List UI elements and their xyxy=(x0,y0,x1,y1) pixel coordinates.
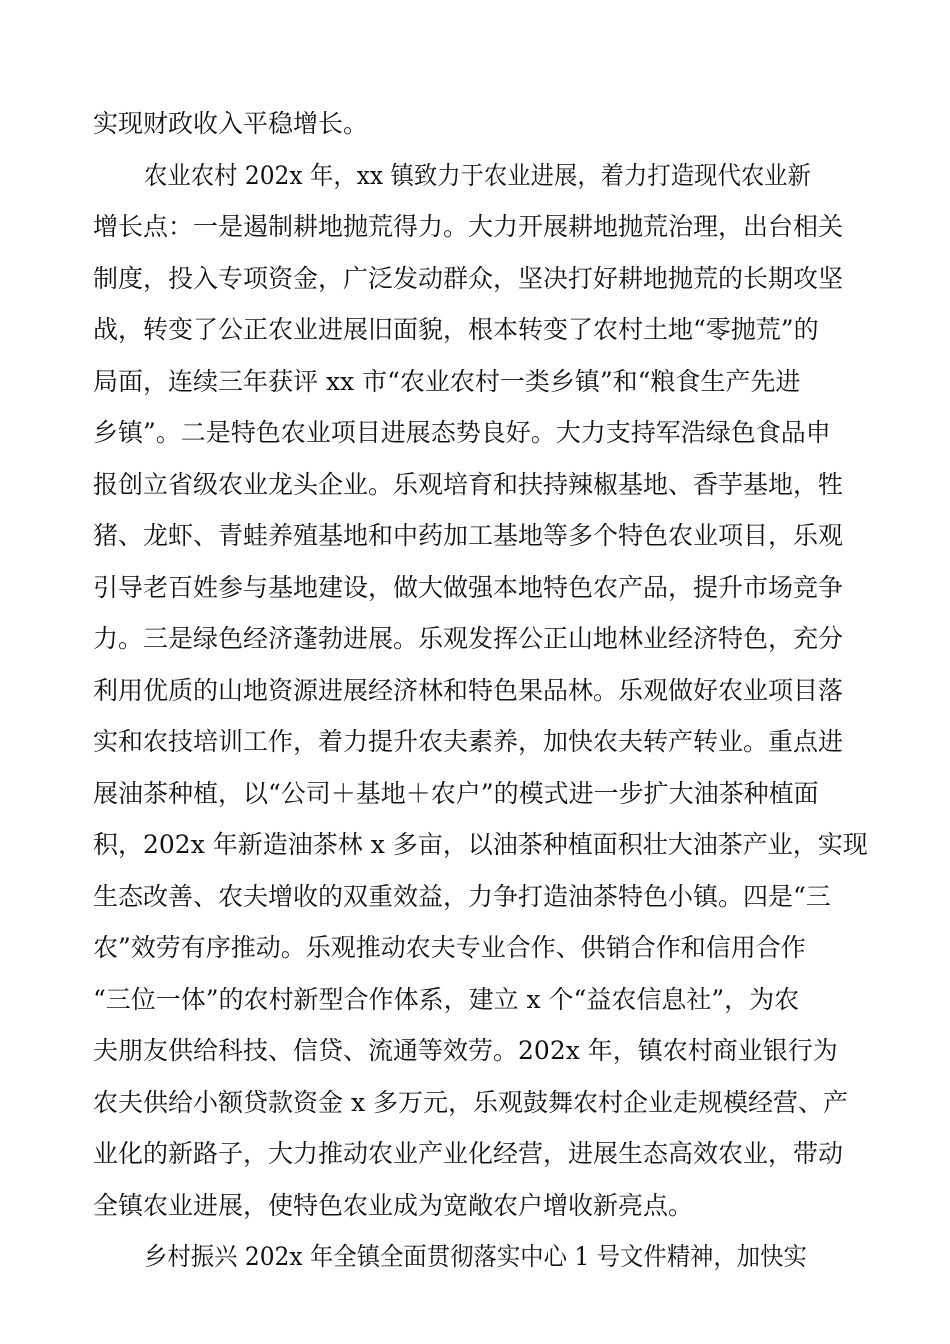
text-line: 利用优质的山地资源进展经济林和特色果品林。乐观做好农业项目落 xyxy=(93,676,844,705)
text-line: 夫朋友供给科技、信贷、流通等效劳。202x 年，镇农村商业银行为 xyxy=(93,1036,838,1065)
text-line: 力。三是绿色经济蓬勃进展。乐观发挥公正山地林业经济特色，充分 xyxy=(93,624,844,653)
text-line: 实和农技培训工作，着力提升农夫素养，加快农夫转产转业。重点进 xyxy=(93,727,844,756)
text-line: 积，202x 年新造油茶林 x 多亩，以油茶种植面积壮大油茶产业，实现 xyxy=(93,830,868,859)
text-line: 业化的新路子，大力推动农业产业化经营，进展生态高效农业，带动 xyxy=(93,1139,844,1168)
text-line: 制度，投入专项资金，广泛发动群众，坚决打好耕地抛荒的长期攻坚 xyxy=(93,264,844,293)
text-line: 农夫供给小额贷款资金 x 多万元，乐观鼓舞农村企业走规模经营、产 xyxy=(93,1088,848,1117)
paragraph-start-line: 农业农村 202x 年，xx 镇致力于农业进展，着力打造现代农业新 xyxy=(144,161,811,190)
text-line: 农”效劳有序推动。乐观推动农夫专业合作、供销合作和信用合作 xyxy=(93,933,806,962)
text-line: 战，转变了公正农业进展旧面貌，根本转变了农村土地“零抛荒”的 xyxy=(93,315,819,344)
text-line: 局面，连续三年获评 xx 市“农业农村一类乡镇”和“粮食生产先进 xyxy=(93,367,801,396)
text-line: 展油茶种植，以“公司＋基地＋农户”的模式进一步扩大油茶种植面 xyxy=(93,779,819,808)
text-line: 乡镇”。二是特色农业项目进展态势良好。大力支持军浩绿色食品申 xyxy=(93,418,831,447)
text-line: 生态改善、农夫增收的双重效益，力争打造油茶特色小镇。四是“三 xyxy=(93,882,831,911)
text-line: 报创立省级农业龙头企业。乐观培育和扶持辣椒基地、香芋基地，牲 xyxy=(93,470,844,499)
text-line: 猪、龙虾、青蛙养殖基地和中药加工基地等多个特色农业项目，乐观 xyxy=(93,521,844,550)
paragraph-start-line: 乡村振兴 202x 年全镇全面贯彻落实中心 1 号文件精神，加快实 xyxy=(144,1242,807,1271)
text-line: “三位一体”的农村新型合作体系，建立 x 个“益农信息社”，为农 xyxy=(93,985,800,1014)
text-line: 实现财政收入平稳增长。 xyxy=(93,109,369,138)
text-line: 增长点：一是遏制耕地抛荒得力。大力开展耕地抛荒治理，出台相关 xyxy=(93,212,844,241)
text-line: 全镇农业进展，使特色农业成为宽敞农户增收新亮点。 xyxy=(93,1191,694,1220)
text-line: 引导老百姓参与基地建设，做大做强本地特色农产品，提升市场竞争 xyxy=(93,573,844,602)
